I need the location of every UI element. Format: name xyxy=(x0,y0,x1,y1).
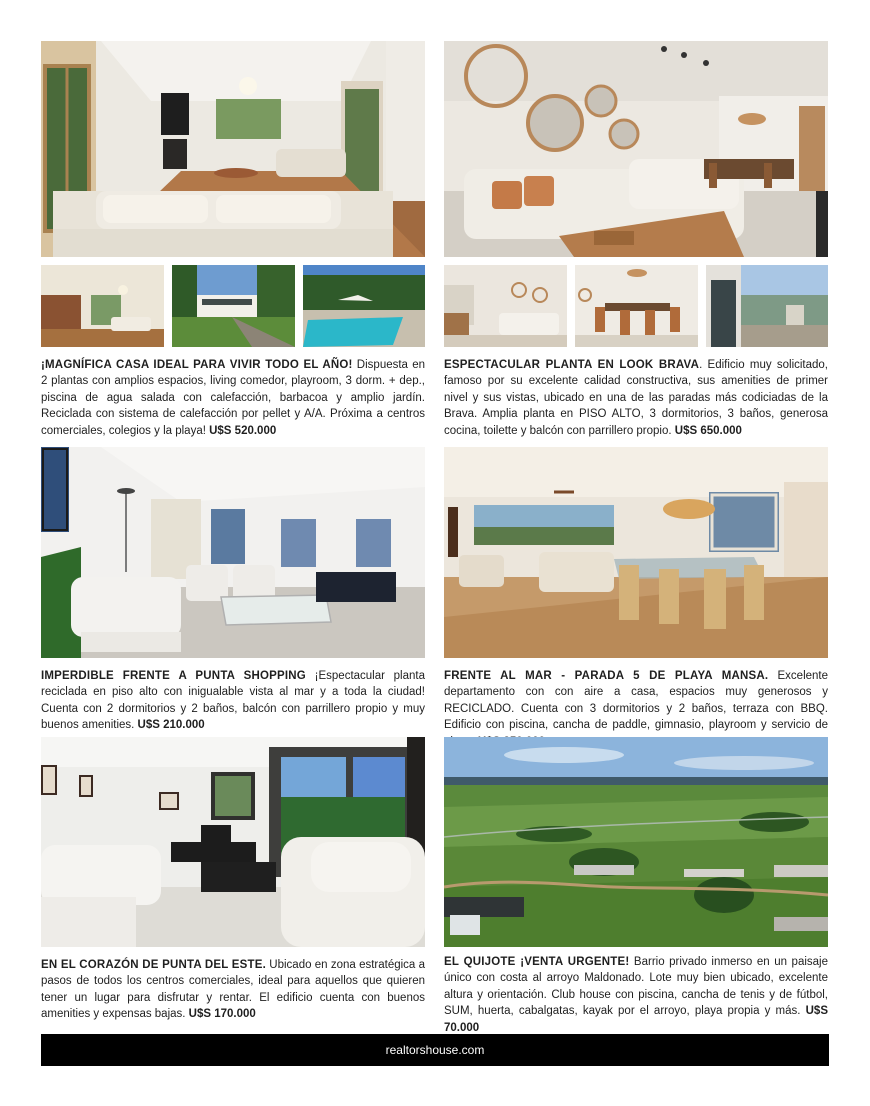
listing-4-main-photo xyxy=(444,447,828,658)
listing-6-title: EL QUIJOTE ¡VENTA URGENTE! xyxy=(444,956,630,968)
listing-2-main-photo xyxy=(444,41,828,257)
listing-5-body: Ubicado en zona estratégica a pasos de todos los centros comerciales, ideal para aquellos que quieren tener un lugar para disfrutar y rentar. El edificio cuenta con buenos amenities y expensas bajas. xyxy=(41,959,425,1021)
listing-1-thumb-2 xyxy=(172,265,295,347)
listing-5-description xyxy=(41,957,425,1023)
listing-5-price: U$S 170.000 xyxy=(188,1008,256,1021)
listing-3-body: ¡Espectacular planta reciclada en piso alto con inigualable vista al mar y a toda la ciudad! Cuenta con 2 dormitorios y 2 baños, balcón con parrillero propio y muy buenos amenities. xyxy=(41,670,425,732)
listing-2-thumb-3 xyxy=(706,265,828,347)
listing-3-main-photo xyxy=(41,447,425,658)
listing-6-price: U$S 70.000 xyxy=(444,1005,828,1034)
footer-bar xyxy=(41,1034,829,1066)
listing-1-main-photo xyxy=(41,41,425,257)
listing-1-body: Dispuesta en 2 plantas con amplios espacios, living comedor, playroom, 3 dorm. + dep., piscina de agua salada con calefacción, barbacoa y amplio jardín. Reciclada con sistema de calefacción por pellet y A/A. Próxima a centros comerciales, colegios y la playa! xyxy=(41,359,425,437)
listing-6-body: Barrio privado inmerso en un paisaje único con costa al arroyo Maldonado. Lote muy bien ubicado, excelente altura y orientación. Club house con piscina, cancha de tenis y de fútbol, SUM, huerta, cabalgatas, kayak por el arroyo, playa propia y más. xyxy=(444,956,828,1018)
listing-4-title: FRENTE AL MAR - PARADA 5 DE PLAYA MANSA. xyxy=(444,670,769,682)
listing-1-title: ¡MAGNÍFICA CASA IDEAL PARA VIVIR TODO EL AÑO! xyxy=(41,359,353,371)
listing-1-description xyxy=(41,357,425,439)
listing-2-description xyxy=(444,357,828,439)
listing-2-title: ESPECTACULAR PLANTA EN LOOK BRAVA xyxy=(444,359,700,371)
listing-2-body: . Edificio muy solicitado, famoso por su excelente calidad constructiva, sus amenities de primer nivel y sus vistas, ubicado en una de las paradas más codiciadas de la Brava. Amplia planta en PISO ALTO, 3 dormitorios, 3 baños, generosa cocina, toilette y balcón con parrillero propio. xyxy=(444,359,829,437)
listing-1-thumb-1 xyxy=(41,265,164,347)
listing-2-thumb-2 xyxy=(575,265,698,347)
footer-website-link[interactable]: realtorshouse.com xyxy=(385,1043,485,1057)
listing-5-title: EN EL CORAZÓN DE PUNTA DEL ESTE. xyxy=(41,959,267,971)
listing-1-price: U$S 520.000 xyxy=(209,424,277,437)
listing-2-price: U$S 650.000 xyxy=(674,424,742,437)
listing-2-thumb-1 xyxy=(444,265,567,347)
listing-3-price: U$S 210.000 xyxy=(137,719,205,732)
listing-3-title: IMPERDIBLE FRENTE A PUNTA SHOPPING xyxy=(41,670,306,682)
listing-6-main-photo xyxy=(444,737,828,947)
listing-1-thumb-3 xyxy=(303,265,425,347)
listing-6-description xyxy=(444,954,828,1036)
listing-5-main-photo xyxy=(41,737,425,947)
listing-4-body: Excelente departamento con con aire a casa, espacios muy generosos y RECICLADO. Cuenta con 3 dormitorios y 2 baños, terraza con BBQ. Edificio con piscina, cancha de paddle, gimnasio, playroom y servicio de xyxy=(444,670,829,732)
listing-3-description xyxy=(41,668,425,734)
